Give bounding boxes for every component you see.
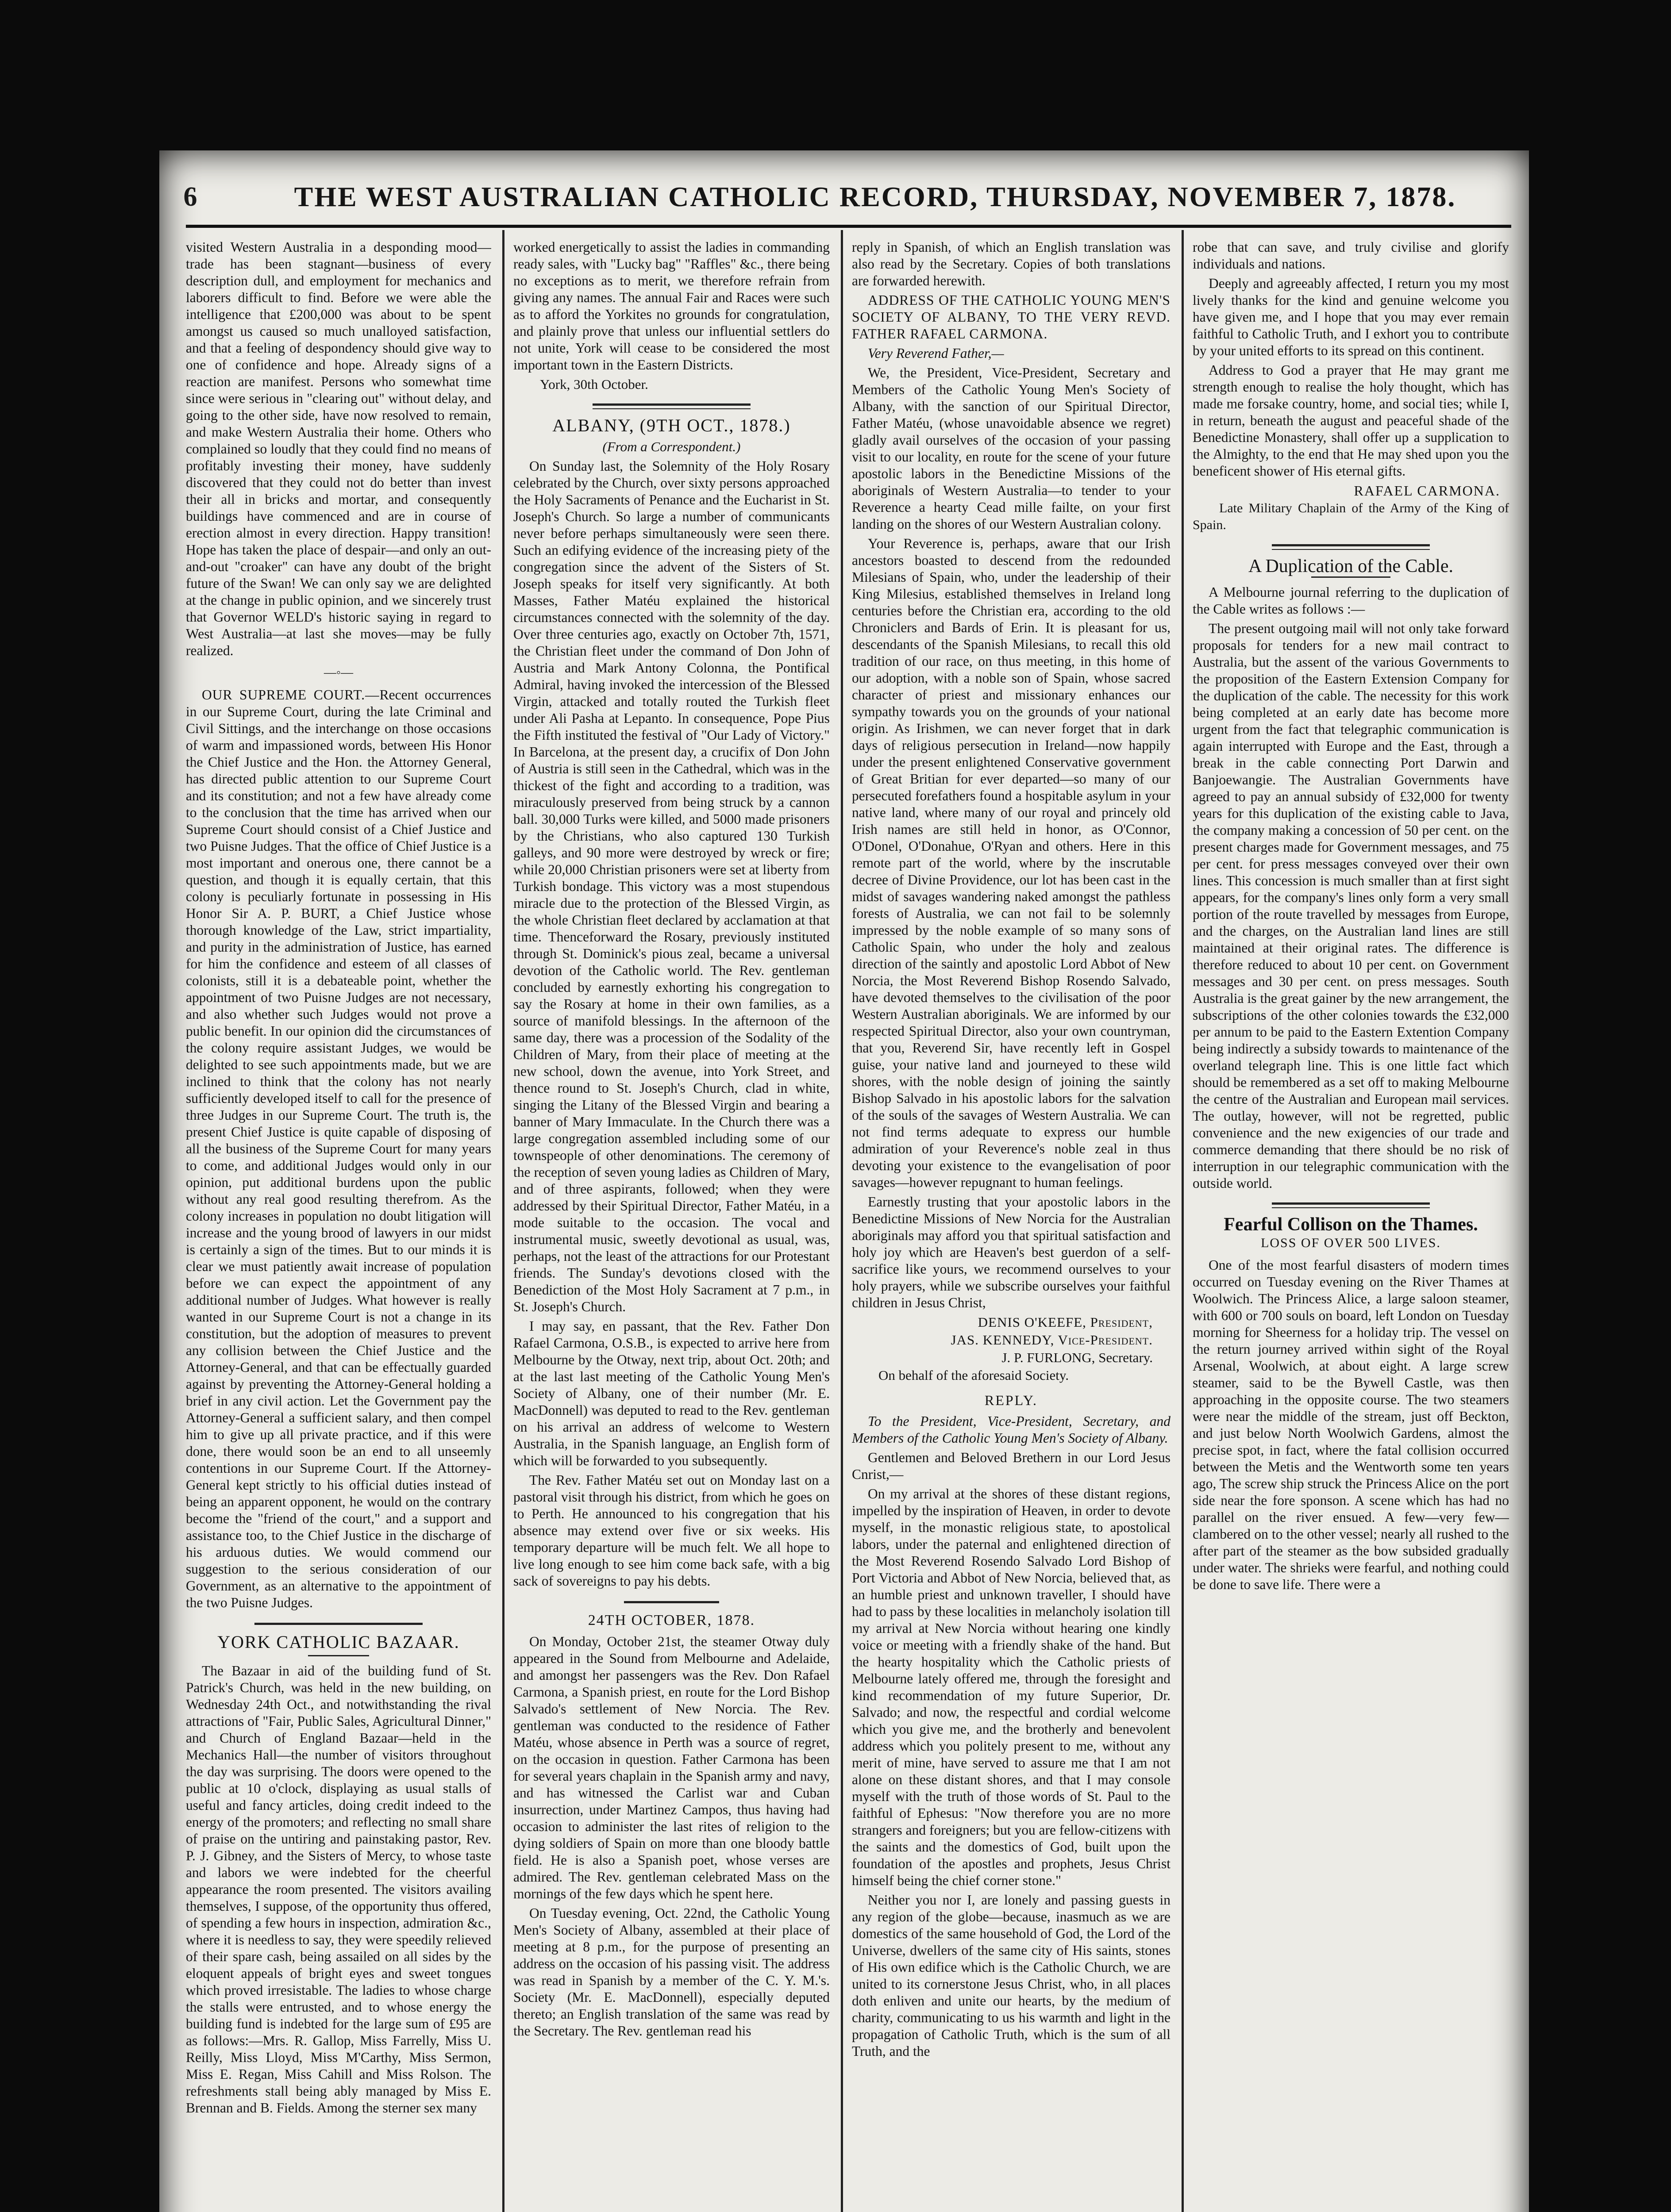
reply-address: To the President, Vice-President, Secretary, and Members of the Catholic Young Men's Society of Albany.: [852, 1413, 1170, 1446]
column-divider-1: [502, 230, 504, 2212]
albany-paragraph-3: The Rev. Father Matéu set out on Monday last on a pastoral visit through his district, from which he goes on to Perth. He announced to his congregation that his absence may extend over five or six weeks. His temporary departure will be much felt. We all hope to live long enough to see him come back safe, with a big sack of sovereigns to pay his debts.: [513, 1472, 830, 1589]
column-divider-2: [841, 230, 843, 2212]
york-bazaar-continuation: worked energetically to assist the ladies in commanding ready sales, with "Lucky bag" "Raffles" &c., there being no exceptions as to merit, we therefore refrain from giving any names. The annual Fair and Races were such as to afford the Yorkites no grounds for congratulation, and plainly prove that unless our influential settlers do not unite, York will cease to be considered the most important town in the Eastern Districts.: [513, 239, 830, 373]
article-rule: [624, 1601, 719, 1603]
york-bazaar-text: The Bazaar in aid of the building fund of St. Patrick's Church, was held in the new building, on Wednesday 24th Oct., and notwithstanding the rival attractions of "Fair, Public Sales, Agricultural Dinner," and Church of England Bazaar—held in the Mechanics Hall—the number of visitors throughout the day was surprising. The doors were opened to the public at 10 o'clock, displaying as usual stalls of useful and fancy articles, doing credit indeed to the energy of the promoters; and reflecting no small share of praise on the untiring and painstaking pastor, Rev. P. J. Gibney, and the Sisters of Mercy, to whose taste and labors we were indebted for the cheerful appearance the room presented. The visitors availing themselves, I suppose, of the opportunity thus offered, of spending a few hours in inspection, admiration &c., where it is needless to say, they were speedily relieved of their spare cash, being assailed on all sides by the eloquent appeals of bright eyes and sweet tongues which proved irresistable. The ladies to whose charge the stalls were entrusted, and to whose energy the building fund is indebted for the large sum of £95 are as follows:—Mrs. R. Gallop, Miss Farrelly, Miss U. Reilly, Miss Lloyd, Miss M'Carthy, Miss Sermon, Miss E. Regan, Miss Cahill and Miss Rolson. The refreshments stall being ably managed by Miss E. Brennan and B. Fields. Among the sterner sex many: [186, 1663, 491, 2116]
ornament-divider: —◦—: [324, 666, 353, 680]
reply-paragraph-2: Neither you nor I, are lonely and passing guests in any region of the globe—because, inasmuch as we are domestics of the same household of God, the Lord of the Universe, dwellers of the same city of His saints, stones of His own edifice which is the Catholic Church, we are united to its cornerstone Jesus Christ, who, in all places doth enliven and unite our hearts, by the medium of charity, communicating to us his warmth and light in the propagation of Catholic Truth, which is the sum of all Truth, and the: [852, 1892, 1170, 2059]
signature-president: DENIS O'KEEFE, President,: [978, 1314, 1153, 1330]
oct24-heading: 24TH OCTOBER, 1878.: [588, 1612, 755, 1628]
albany-subheading: (From a Correspondent.): [602, 439, 741, 454]
column-3: [852, 239, 1170, 2212]
reply-heading: REPLY.: [984, 1392, 1038, 1408]
cable-text: The present outgoing mail will not only take forward proposals for tenders for a new mail contract to Australia, but the assent of the various Governments to the proposition of the Eastern Extension Company for the duplication of the cable. The necessity for this work being completed at an early date has become more urgent from the fact that telegraphic communication is again interrupted with Europe and the East, through a break in the cable connecting Port Darwin and Banjoewangie. The Australian Governments have agreed to pay an annual subsidy of £32,000 for twenty years for this duplication of the existing cable to Java, the company making a concession of 50 per cent. on the present charges made for Government messages, and 75 per cent. for press messages conveyed over their own lines. This concession is much smaller than at first sight appears, for the company's lines only form a very small portion of the route travelled by messages from Europe, and the charges, on the Australian land lines are still maintained at their original rates. The difference is therefore reduced to about 10 per cent. on Government messages and 30 per cent. on press messages. South Australia is the great gainer by the new arrangement, the subscriptions of the other colonies towards the £32,000 per annum to be paid to the Eastern Extention Company being indirectly a subsidy towards to maintenance of the overland telegraph line. This is one little fact which should be remembered as a set off to making Melbourne the centre of the Australian and European mail services. The outlay, however, will not be regretted, public convenience and the new exigencies of our trade and commerce demanding that there should be no risk of interruption in our telegraphic communication with the outside world.: [1193, 621, 1509, 1191]
masthead: [159, 173, 1529, 221]
masthead-rule: [186, 225, 1511, 228]
article-rule: [1272, 1202, 1430, 1208]
column-1: [186, 239, 491, 2212]
article-rule: [593, 403, 751, 409]
oct24-text: On Monday, October 21st, the steamer Otway duly appeared in the Sound from Melbourne and Adelaide, and amongst her passengers was the Rev. Don Rafael Carmona, a Spanish priest, en route for the Lord Bishop Salvado's settlement of New Norcia. The Rev. gentleman was conducted to the residence of Father Matéu, whose absence in Perth was a source of regret, on the occasion in question. Father Carmona has been for several years chaplain in the Spanish army and navy, and has witnessed the Carlist war and Cuban insurrection, under Martinez Campos, thus having had occasion to administer the last rites of religion to the dying soldiers of Spain on more than one bloody battle field. He is also a Spanish poet, whose verses are admired. The Rev. gentleman celebrated Mass on the mornings of the few days which he spent here.: [513, 1634, 830, 1901]
thames-text: One of the most fearful disasters of modern times occurred on Tuesday evening on the River Thames at Woolwich. The Princess Alice, a large saloon steamer, with 600 or 700 souls on board, left London on Tuesday morning for Sheerness for a holiday trip. The vessel on the return journey arrived within sight of the Royal Arsenal, Woolwich, at about eight. A large screw steamer, said to be the Bywell Castle, was then approaching in the opposite course. The two steamers were near the middle of the stream, just off Beckton, and just below North Woolwich Gardens, almost the precise spot, in fact, where the fatal collision occurred between the Metis and the Wentworth some ten years ago, The screw ship struck the Princess Alice on the port side near the fore sponson. A scene which has had no parallel on the river ensued. A few—very few—clambered on to the other vessel; nearly all rushed to the after part of the steamer as the bow subsided gradually under water. The shrieks were fearful, and nothing could be done to save life. There were a: [1193, 1257, 1509, 1592]
address-paragraph-3: Earnestly trusting that your apostolic labors in the Benedictine Missions of New Norcia for the Australian aboriginals may afford you that spiritual satisfaction and holy joy which are Heaven's best guerdon of a self-sacrifice like yours, we recommend ourselves to your holy prayers, while we subscribe ourselves your faithful children in Jesus Christ,: [852, 1194, 1170, 1310]
page-number: 6: [183, 181, 197, 212]
reply-continuation: robe that can save, and truly civilise and glorify individuals and nations.: [1193, 239, 1509, 272]
albany-text: On Sunday last, the Solemnity of the Holy Rosary celebrated by the Church, over sixty persons approached the Holy Sacraments of Penance and the Eucharist in St. Joseph's Church. So large a number of communicants never before perhaps simultaneously were seen there. Such an edifying evidence of the increasing piety of the congregation since the advent of the Sisters of St. Joseph speaks for itself very significantly. At both Masses, Father Matéu explained the historical circumstances connected with the solemnity of the day. Over three centuries ago, exactly on October 7th, 1571, the Christian fleet under the command of Don John of Austria and Mark Antony Colonna, the Pontifical Admiral, having invoked the intercession of the Blessed Virgin, attacked and totally routed the Turkish fleet under Ali Pasha at Lepanto. In consequence, Pope Pius the Fifth instituted the festival of "Our Lady of Victory." In Barcelona, at the present day, a crucifix of Don John of Austria is still seen in the Cathedral, which was in the thickest of the fight and according to a tradition, was miraculously preserved from being struck by a cannon ball. 30,000 Turks were killed, and 5000 made prisoners by the Christians, who also captured 130 Turkish galleys, and 90 more were destroyed by wreck or fire; while 20,000 Christian prisoners were set at liberty from Turkish bondage. This victory was a most stupendous miracle due to the protection of the Blessed Virgin, as the whole Christian fleet declared by acclamation at that time. Thenceforward the Rosary, previously instituted through St. Dominick's pious zeal, became a universal devotion of the Catholic world. The Rev. gentleman concluded by earnestly exhorting his congregation to say the Rosary at home in their own families, as a source of manifold blessings. In the afternoon of the same day, there was a procession of the Sodality of the Children of Mary, from their place of meeting at the new school, down the avenue, into York Street, and thence round to St. Joseph's Church, clad in white, singing the Litany of the Blessed Virgin and bearing a banner of Mary Immaculate. In the Church there was a large congregation assembled including some of our townspeople of other denominations. The ceremony of the reception of seven young ladies as Children of Mary, and of three aspirants, followed; when they were addressed by their Spiritual Director, Father Matéu, in a mode suitable to the occasion. The vocal and instrumental music, sweetly devotional as usual, was, perhaps, not the least of the attractions for our Protestant friends. The Sunday's devotions closed with the Benediction of the Most Holy Sacrament at 7 p.m., in St. Joseph's Church.: [513, 458, 830, 1314]
signature-vice-president: JAS. KENNEDY, Vice-President.: [951, 1332, 1153, 1348]
article-rule: [1272, 544, 1430, 550]
signature-behalf: On behalf of the aforesaid Society.: [878, 1367, 1069, 1383]
cable-intro: A Melbourne journal referring to the duplication of the Cable writes as follows :—: [1193, 584, 1509, 617]
reply-paragraph-4: Address to God a prayer that He may grant me strength enough to realise the holy thought, which has made me forsake country, home, and social ties; while I, in return, beneath the august and peaceful shade of the Benedictine Monastery, shall offer up a supplication to the Almighty, to the end that He may shed upon you the beneficent shower of His eternal gifts.: [1193, 362, 1509, 479]
editorial-continuation: visited Western Australia in a desponding mood—trade has been stagnant—business of every description dull, and employment for mechanics and laborers difficult to find. Before we were able the intelligence that £200,000 was about to be spent amongst us caused so much unalloyed satisfaction, and that a feeling of despondency should give way to one of confidence and hope. Already signs of a reaction are manifest. Persons who somewhat time since were serious in "clearing out" without delay, and going to the other side, have now resolved to remain, and make Western Australia their home. Others who complained so loudly that they could find no means of profitably investing their money, have suddenly discovered that they could not do better than invest their all in bricks and mortar, and consequently buildings have commenced and are in course of erection almost in every direction. Happy transition! Hope has taken the place of despair—and only an out-and-out "croaker" can have any doubt of the bright future of the Swan! We can only say we are delighted at the change in public opinion, and we sincerely trust that Governor WELD's historic saying in regard to West Australia—at last she moves—may be fully realized.: [186, 239, 491, 658]
address-heading: ADDRESS OF THE CATHOLIC YOUNG MEN'S SOCIETY OF ALBANY, TO THE VERY REVD. FATHER RAFAEL CARMONA.: [852, 292, 1170, 342]
newspaper-page: [159, 150, 1529, 2212]
albany-paragraph-2: I may say, en passant, that the Rev. Father Don Rafael Carmona, O.S.B., is expected to arrive here from Melbourne by the Otway, next trip, about Oct. 20th; and at the last last meeting of the Catholic Young Men's Society of Albany, one of their number (Mr. E. MacDonnell) was deputed to read to the Rev. gentleman on his arrival an address of welcome to Western Australia, in the Spanish language, an English form of which will be forwarded to you subsequently.: [513, 1318, 830, 1468]
heading-rule: [1311, 576, 1390, 578]
newspaper-title: THE WEST AUSTRALIAN CATHOLIC RECORD, THURSDAY, NOVEMBER 7, 1878.: [294, 181, 1456, 212]
albany-continuation: reply in Spanish, of which an English translation was also read by the Secretary. Copies of both translations are forwarded herewith.: [852, 239, 1170, 288]
supreme-court-lead: OUR SUPREME COURT.—: [202, 687, 380, 703]
supreme-court-text: Recent occurrences in our Supreme Court, during the late Criminal and Civil Sittings, and the interchange on those occasions of warm and impassioned words, between His Honor the Chief Justice and the Hon. the Attorney General, has directed public attention to our Supreme Court and its constitution; and not a few have already come to the conclusion that the time has arrived when our Supreme Court should consist of a Chief Justice and two Puisne Judges. That the office of Chief Justice is a most important and onerous one, there cannot be a question, and though it is equally certain, that this colony is peculiarly fortunate in possessing in His Honor Sir A. P. BURT, a Chief Justice whose thorough knowledge of the Law, strict impartiality, and purity in the administration of Justice, has earned for him the confidence and esteem of all classes of colonists, still it is a debateable point, whether the appointment of two Puisne Judges are not necessary, and also whether such Judges would not prove a public benefit. In our opinion did the circumstances of the colony require assistant Judges, we would be delighted to see such appointments made, but we are inclined to think that the colony has not nearly sufficiently developed itself to call for the presence of three Judges in our Supreme Court. The truth is, the present Chief Justice is quite capable of disposing of all the business of the Supreme Court for many years to come, and additional Judges would only in our opinion, put additional burdens upon the public without any real good resulting therefrom. As the colony increases in population no doubt litigation will increase and the young brood of lawyers in our midst is certainly a sign of the times. But to our minds it is clear we must patiently await increase of population before we can expect the appointment of any additional number of Judges. What however is really wanted in our Supreme Court is not a change in its constitution, but the adoption of measures to prevent any collision between the Chief Justice and the Attorney-General, and that can be effectually guarded against by preventing the Attorney-General holding a brief in any civil action. Let the Government pay the Attorney-General a sufficient salary, and then compel him to give up all private practice, and if this were done, there would soon be an end to all unseemly contentions in our Supreme Court. If the Attorney-General kept strictly to his official duties instead of being an apparent opponent, he would on the contrary become the "friend of the court," and a support and assistance too, to the Chief Justice in the discharge of his arduous duties. We would commend our suggestion to the serious consideration of our Government, as an alternative to the appointment of the two Puisne Judges.: [186, 687, 491, 1610]
york-bazaar-heading: YORK CATHOLIC BAZAAR.: [217, 1632, 460, 1652]
column-divider-3: [1182, 230, 1184, 2212]
signature-secretary: J. P. FURLONG, Secretary.: [1001, 1350, 1153, 1365]
thames-heading: Fearful Collison on the Thames.: [1224, 1214, 1478, 1235]
column-4: [1193, 239, 1509, 2212]
signature-carmona: RAFAEL CARMONA.: [1354, 483, 1500, 499]
column-2: [513, 239, 830, 2212]
reply-paragraph-3: Deeply and agreeably affected, I return you my most lively thanks for the kind and genuine welcome you have given me, and I hope that you may ever remain faithful to Catholic Truth, and I exhort you to contribute by your united efforts to its spread on this continent.: [1193, 276, 1509, 358]
thames-subheading: LOSS OF OVER 500 LIVES.: [1261, 1236, 1441, 1250]
cable-heading: A Duplication of the Cable.: [1248, 556, 1454, 576]
albany-heading: ALBANY, (9TH OCT., 1878.): [552, 415, 791, 435]
heading-rule: [308, 1655, 369, 1656]
article-rule: [254, 1623, 423, 1625]
york-dateline: York, 30th October.: [540, 376, 648, 392]
reply-text: On my arrival at the shores of these distant regions, impelled by the inspiration of Heaven, in order to devote myself, in the monastic religious state, to apostolical labors, under the paternal and enlightened direction of the Most Reverend Rosendo Salvado Lord Bishop of Port Victoria and Abbot of New Norcia, believed that, as an humble priest and unknown traveller, I should have had to pass by these localities in melancholy isolation till my arrival at New Norcia without hearing one kindly voice or meeting with a friendly shake of the hand. But the hearty hospitality which the Catholic priests of Melbourne lately offered me, through the foresight and kind recommendation of my future Superior, Dr. Salvado; and now, the respectful and cordial welcome which you give me, and the brotherly and benevolent address which you politely present to me, without any merit of mine, have served to assure me that I am not alone on these distant shores, and that I may console myself with the truth of those words of St. Paul to the faithful of Ephesus: "Now therefore you are no more strangers and foreigners; but you are fellow-citizens with the saints and the domestics of God, built upon the foundation of the apostles and prophets, Jesus Christ himself being the chief corner stone.": [852, 1486, 1170, 1888]
address-salutation: Very Reverend Father,—: [868, 346, 1004, 361]
oct24-paragraph-2: On Tuesday evening, Oct. 22nd, the Catholic Young Men's Society of Albany, assembled at their place of meeting at 8 p.m., for the purpose of presenting an address on the occasion of his passing visit. The address was read in Spanish by a member of the C. Y. M.'s. Society (Mr. E. MacDonnell), especially deputed thereto; an English translation of the same was read by the Secretary. The Rev. gentleman read his: [513, 1905, 830, 2039]
signature-title: Late Military Chaplain of the Army of the King of Spain.: [1193, 501, 1509, 532]
address-text: We, the President, Vice-President, Secretary and Members of the Catholic Young Men's Society of Albany, with the sanction of our Spiritual Director, Father Matéu, (whose unavoidable absence we regret) gladly avail ourselves of the occasion of your passing visit to our locality, en route for the scene of your future apostolic labors in the Benedictine Missions of the aboriginals of Western Australia—to tender to your Reverence a hearty Cead mille failte, on your first landing on the shores of our Western Australian colony.: [852, 365, 1170, 532]
address-paragraph-2: Your Reverence is, perhaps, aware that our Irish ancestors boasted to descend from the redounded Milesians of Spain, who, under the leadership of their King Milesius, established themselves in Ireland long centuries before the Christian era, according to the old Chroniclers and Bards of Erin. It is pleasant for us, descendants of the Spanish Milesians, to recall this old tradition of our race, on thus meeting, in this home of our adoption, with a noble son of Spain, whose sacred character of priest and missionary enhances our sympathy towards you on the grounds of your national origin. As Irishmen, we can never forget that in dark days of religious persecution in Ireland—now happily under the present enlightened Conservative government of Great Britian for ever departed—so many of our persecuted forefathers found a hospitable asylum in your native land, where many of our royal and princely old Irish names are still held in honor, as O'Connor, O'Donel, O'Donahue, O'Ryan and others. Here in this remote part of the world, where by the inscrutable decree of Divine Providence, our lot has been cast in the midst of savages wandering naked amongst the pathless forests of Australia, we can not fail to be solemnly impressed by the noble example of so many sons of Catholic Spain, who under the holy and zealous direction of the saintly and apostolic Lord Abbot of New Norcia, the Most Reverend Bishop Rosendo Salvado, have devoted themselves to the civilisation of the poor Western Australian aboriginals. We are informed by our respected Spiritual Director, also your own countryman, that you, Reverend Sir, have recently left in Gospel guise, your native land and journeyed to these wild shores, with the noble design of joining the saintly Bishop Salvado in his apostolic labors for the salvation of the souls of the savages of Western Australia. We can not find terms adequate to express our humble admiration of your Reverence's noble zeal in thus devoting your existence to the evangelisation of poor savages—however repugnant to human feelings.: [852, 536, 1170, 1190]
reply-salutation: Gentlemen and Beloved Brethern in our Lord Jesus Cnrist,—: [852, 1450, 1170, 1482]
supreme-court-article: [186, 687, 491, 1611]
